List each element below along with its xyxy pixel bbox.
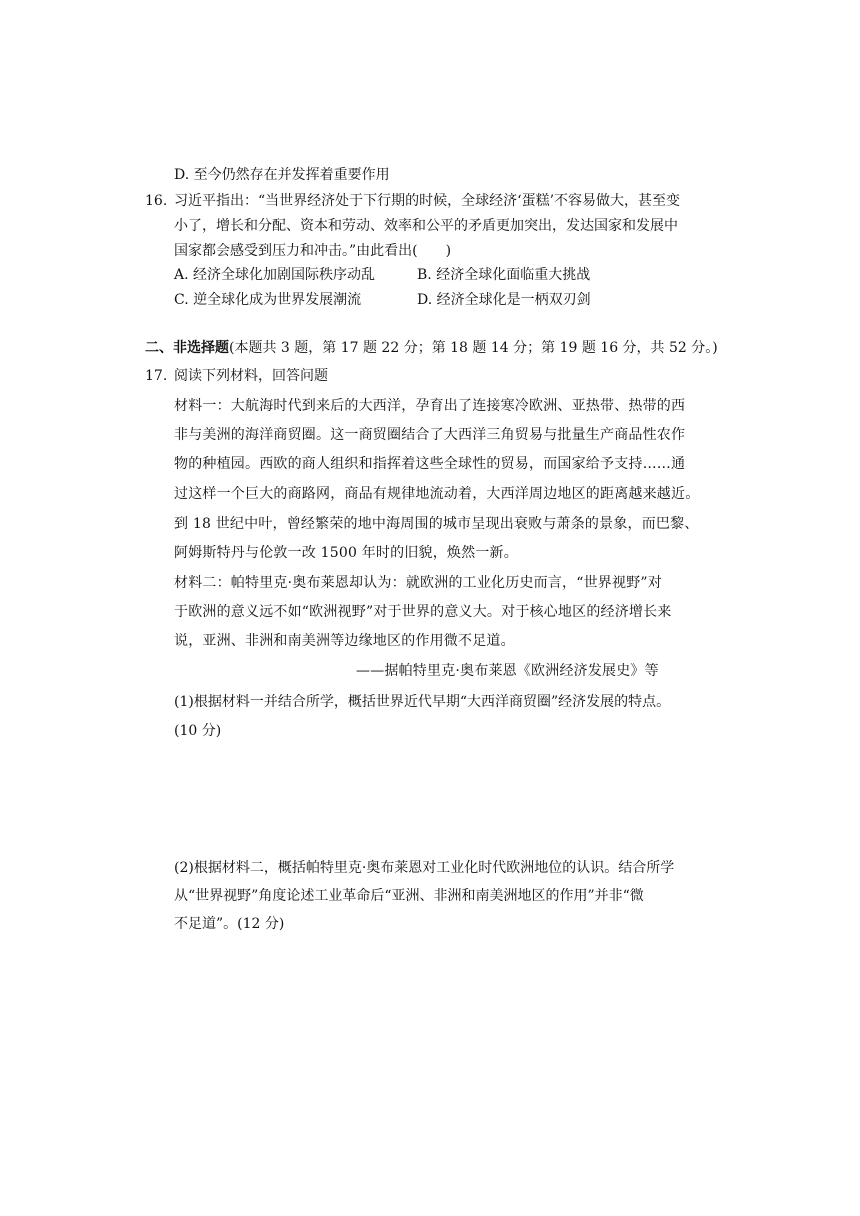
q16-stem-line-3: 国家都会感受到压力和冲击。”由此看出( ) — [174, 243, 452, 259]
material-1-line-6: 阿姆斯特丹与伦敦一改 1500 年时的旧貌，焕然一新。 — [174, 545, 518, 561]
answer-space-2[interactable] — [174, 945, 724, 1145]
material-1-line-2: 非与美洲的海洋商贸圈。这一商贸圈结合了大西洋三角贸易与批量生产商品性农作 — [174, 427, 686, 443]
q17-number: 17. — [145, 368, 168, 384]
q16-option-b[interactable]: B. 经济全球化面临重大挑战 — [417, 267, 591, 283]
q17-sub1-line-1: (1)根据材料一并结合所学，概括世界近代早期“大西洋商贸圈”经济发展的特点。 — [174, 694, 671, 710]
q17-sub2-line-1: (2)根据材料二，概括帕特里克·奥布莱恩对工业化时代欧洲地位的认识。结合所学 — [174, 860, 675, 876]
material-1-line-3: 物的种植园。西欧的商人组织和指挥着这些全球性的贸易，而国家给予支持……通 — [174, 456, 686, 472]
material-2-line-3: 说，亚洲、非洲和南美洲等边缘地区的作用微不足道。 — [174, 633, 515, 649]
material-1-line-5: 到 18 世纪中叶，曾经繁荣的地中海周围的城市呈现出衰败与萧条的景象，而巴黎、 — [174, 516, 699, 532]
section-2-note: (本题共 3 题，第 17 题 22 分；第 18 题 14 分；第 19 题 16 分，共 52 分。) — [229, 340, 718, 356]
q17-sub2-line-3: 不足道”。(12 分) — [174, 916, 285, 932]
q16-option-a[interactable]: A. 经济全球化加剧国际秩序动乱 — [174, 267, 376, 283]
q17-prompt: 阅读下列材料，回答问题 — [174, 368, 328, 384]
material-2-line-1: 材料二：帕特里克·奥布莱恩却认为：就欧洲的工业化历史而言，“世界视野”对 — [174, 575, 662, 591]
answer-space-1[interactable] — [174, 750, 724, 850]
q16-number: 16. — [145, 193, 168, 209]
q16-option-d[interactable]: D. 经济全球化是一柄双刃剑 — [417, 292, 591, 308]
q16-option-c[interactable]: C. 逆全球化成为世界发展潮流 — [174, 292, 362, 308]
material-1-line-1: 材料一：大航海时代到来后的大西洋，孕育出了连接寒冷欧洲、亚热带、热带的西 — [174, 398, 686, 414]
material-source: ——据帕特里克·奥布莱恩《欧洲经济发展史》等 — [356, 663, 659, 679]
section-2-heading — [145, 338, 718, 358]
q16-stem-line-1: 习近平指出：“当世界经济处于下行期的时候，全球经济‘蛋糕’不容易做大，甚至变 — [174, 193, 681, 209]
material-2-line-2: 于欧洲的意义远不如“欧洲视野”对于世界的意义大。对于核心地区的经济增长来 — [174, 604, 672, 620]
material-1-line-4: 过这样一个巨大的商路网，商品有规律地流动着，大西洋周边地区的距离越来越近。 — [174, 486, 700, 502]
section-2-title: 二、非选择题 — [145, 340, 229, 356]
q17-sub2-line-2: 从“世界视野”角度论述工业革命后“亚洲、非洲和南美洲地区的作用”并非“微 — [174, 888, 644, 904]
q15-option-d: D. 至今仍然存在并发挥着重要作用 — [174, 167, 390, 183]
q17-sub1-line-2: (10 分) — [174, 723, 222, 739]
q16-stem-line-2: 小了，增长和分配、资本和劳动、效率和公平的矛盾更加突出，发达国家和发展中 — [174, 218, 678, 234]
